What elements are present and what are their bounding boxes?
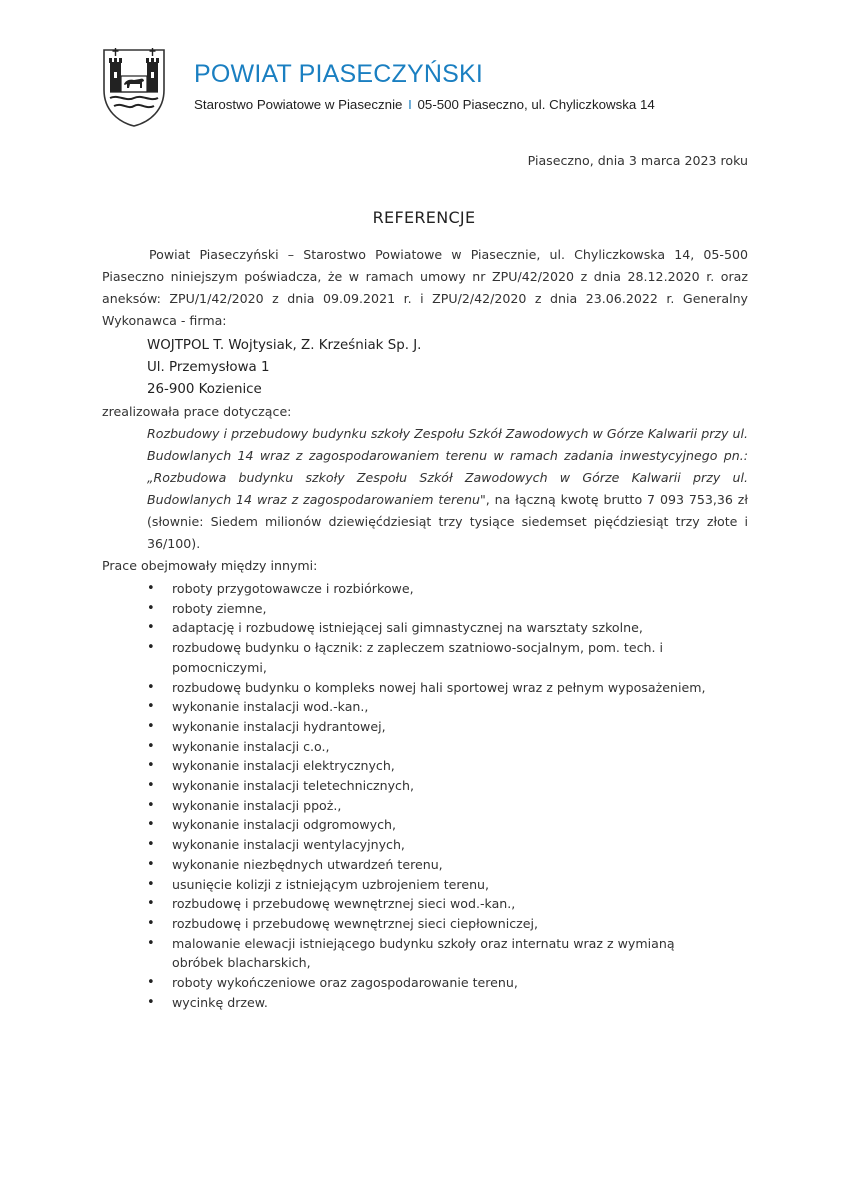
- list-item: [102, 756, 748, 776]
- bullet-icon: •: [147, 600, 155, 616]
- bullet-icon: •: [147, 856, 155, 872]
- scope-regular: , na łączną kwotę brutto 7 093 753,36 zł (słownie: Siedem milionów dziewięćdziesiąt trzy tysiące siedemset pięćdziesiąt trzy złote i 36/100).: [147, 492, 748, 551]
- list-item-text: roboty wykończeniowe oraz zagospodarowanie terenu,: [172, 975, 518, 991]
- org-address-office: Starostwo Powiatowe w Piasecznie: [194, 97, 403, 112]
- address-separator: I: [408, 97, 412, 112]
- list-item: [102, 815, 748, 835]
- list-item: [102, 717, 748, 737]
- bullet-icon: •: [147, 581, 155, 596]
- list-item-text: usunięcie kolizji z istniejącym uzbrojeniem terenu,: [172, 876, 490, 892]
- list-item-text: rozbudowę budynku o łącznik: z zapleczem szatniowo-socjalnym, pom. tech. i pomocniczymi,: [172, 640, 664, 675]
- bullet-icon: •: [147, 975, 155, 991]
- scope-italic: Rozbudowy i przebudowy budynku szkoły Zespołu Szkół Zawodowych w Górze Kalwarii przy ul. Budowlanych 14 wraz z zagospodarowaniem terenu w ramach zadania inwestycyjnego pn.: „Rozbudowa budynku szkoły Zespołu Szkół Zawodowych w Górze Kalwarii przy ul. Budowlanych 14 wraz z zagospodarowaniem terenu": [147, 426, 748, 507]
- list-item: [102, 855, 748, 875]
- list-item: [102, 796, 748, 816]
- bullet-icon: •: [147, 837, 155, 853]
- list-item: [102, 973, 748, 993]
- list-item-text: wykonanie instalacji c.o.,: [172, 738, 330, 754]
- list-item-text: adaptację i rozbudowę istniejącej sali gimnastycznej na warsztaty szkolne,: [172, 620, 643, 636]
- bullet-icon: •: [147, 718, 155, 734]
- works-list: [102, 579, 748, 1012]
- contractor-street: Ul. Przemysłowa 1: [147, 360, 270, 375]
- list-item: [102, 579, 748, 599]
- org-address: [194, 97, 655, 112]
- contractor-city: 26-900 Kozienice: [147, 382, 262, 397]
- letter-body: [102, 244, 748, 1012]
- bullet-icon: •: [147, 935, 155, 951]
- bullet-icon: •: [147, 994, 155, 1010]
- list-item-text: rozbudowę i przebudowę wewnętrznej sieci wod.-kan.,: [172, 896, 516, 912]
- bullet-icon: •: [147, 817, 155, 833]
- list-item-text: rozbudowę budynku o kompleks nowej hali sportowej wraz z pełnym wyposażeniem,: [172, 679, 706, 695]
- list-item: [102, 894, 748, 914]
- list-item: [102, 697, 748, 717]
- list-item: [102, 875, 748, 895]
- list-item: [102, 618, 748, 638]
- list-item-text: rozbudowę i przebudowę wewnętrznej sieci ciepłowniczej,: [172, 915, 538, 931]
- contractor-block: [147, 332, 748, 401]
- list-item: [102, 638, 748, 677]
- bullet-icon: •: [147, 915, 155, 931]
- list-item-text: malowanie elewacji istniejącego budynku szkoły oraz internatu wraz z wymianą obróbek blacharskich,: [172, 935, 675, 971]
- list-item-text: wykonanie instalacji elektrycznych,: [172, 758, 395, 774]
- bullet-icon: •: [147, 620, 155, 636]
- list-item: [102, 678, 748, 698]
- list-item-text: roboty ziemne,: [172, 600, 267, 616]
- bullet-icon: •: [147, 640, 155, 656]
- list-item-text: wykonanie instalacji teletechnicznych,: [172, 778, 414, 794]
- list-item: [102, 835, 748, 855]
- bullet-icon: •: [147, 699, 155, 715]
- org-address-street: 05-500 Piaseczno, ul. Chyliczkowska 14: [417, 97, 655, 112]
- list-item-text: wykonanie instalacji ppoż.,: [172, 797, 342, 813]
- list-item: [102, 914, 748, 934]
- scope-intro: zrealizowała prace dotyczące:: [102, 404, 292, 419]
- list-item: [102, 737, 748, 757]
- bullet-icon: •: [147, 679, 155, 695]
- list-item-text: wykonanie niezbędnych utwardzeń terenu,: [172, 856, 443, 872]
- org-name: POWIAT PIASECZYŃSKI: [194, 60, 484, 88]
- list-item-text: wykonanie instalacji wentylacyjnych,: [172, 837, 405, 853]
- list-item-text: wykonanie instalacji odgromowych,: [172, 817, 397, 833]
- bullet-icon: •: [147, 758, 155, 774]
- list-item: [102, 599, 748, 619]
- date-line: Piaseczno, dnia 3 marca 2023 roku: [527, 153, 748, 168]
- works-intro: Prace obejmowały między innymi:: [102, 558, 318, 573]
- bullet-icon: •: [147, 896, 155, 912]
- bullet-icon: •: [147, 778, 155, 794]
- list-item-text: roboty przygotowawcze i rozbiórkowe,: [172, 581, 414, 596]
- scope-description: [147, 423, 748, 555]
- document-title: REFERENCJE: [372, 208, 476, 227]
- list-item-text: wycinkę drzew.: [172, 994, 268, 1010]
- contractor-name: WOJTPOL T. Wojtysiak, Z. Krześniak Sp. J.: [147, 338, 422, 353]
- coat-of-arms-icon: [100, 44, 168, 128]
- list-item: [102, 776, 748, 796]
- bullet-icon: •: [147, 797, 155, 813]
- list-item: [102, 993, 748, 1013]
- list-item-text: wykonanie instalacji wod.-kan.,: [172, 699, 369, 715]
- list-item-text: wykonanie instalacji hydrantowej,: [172, 718, 386, 734]
- intro-paragraph: Powiat Piaseczyński – Starostwo Powiatowe w Piasecznie, ul. Chyliczkowska 14, 05-500 Piaseczno niniejszym poświadcza, że w ramach umowy nr ZPU/42/2020 z dnia 28.12.2020 r. oraz aneksów: ZPU/1/42/2020 z dnia 09.09.2021 r. i ZPU/2/42/2020 z dnia 23.06.2022 r. Generalny Wykonawca - firma:: [102, 247, 748, 328]
- bullet-icon: •: [147, 876, 155, 892]
- list-item: [102, 934, 748, 973]
- bullet-icon: •: [147, 738, 155, 754]
